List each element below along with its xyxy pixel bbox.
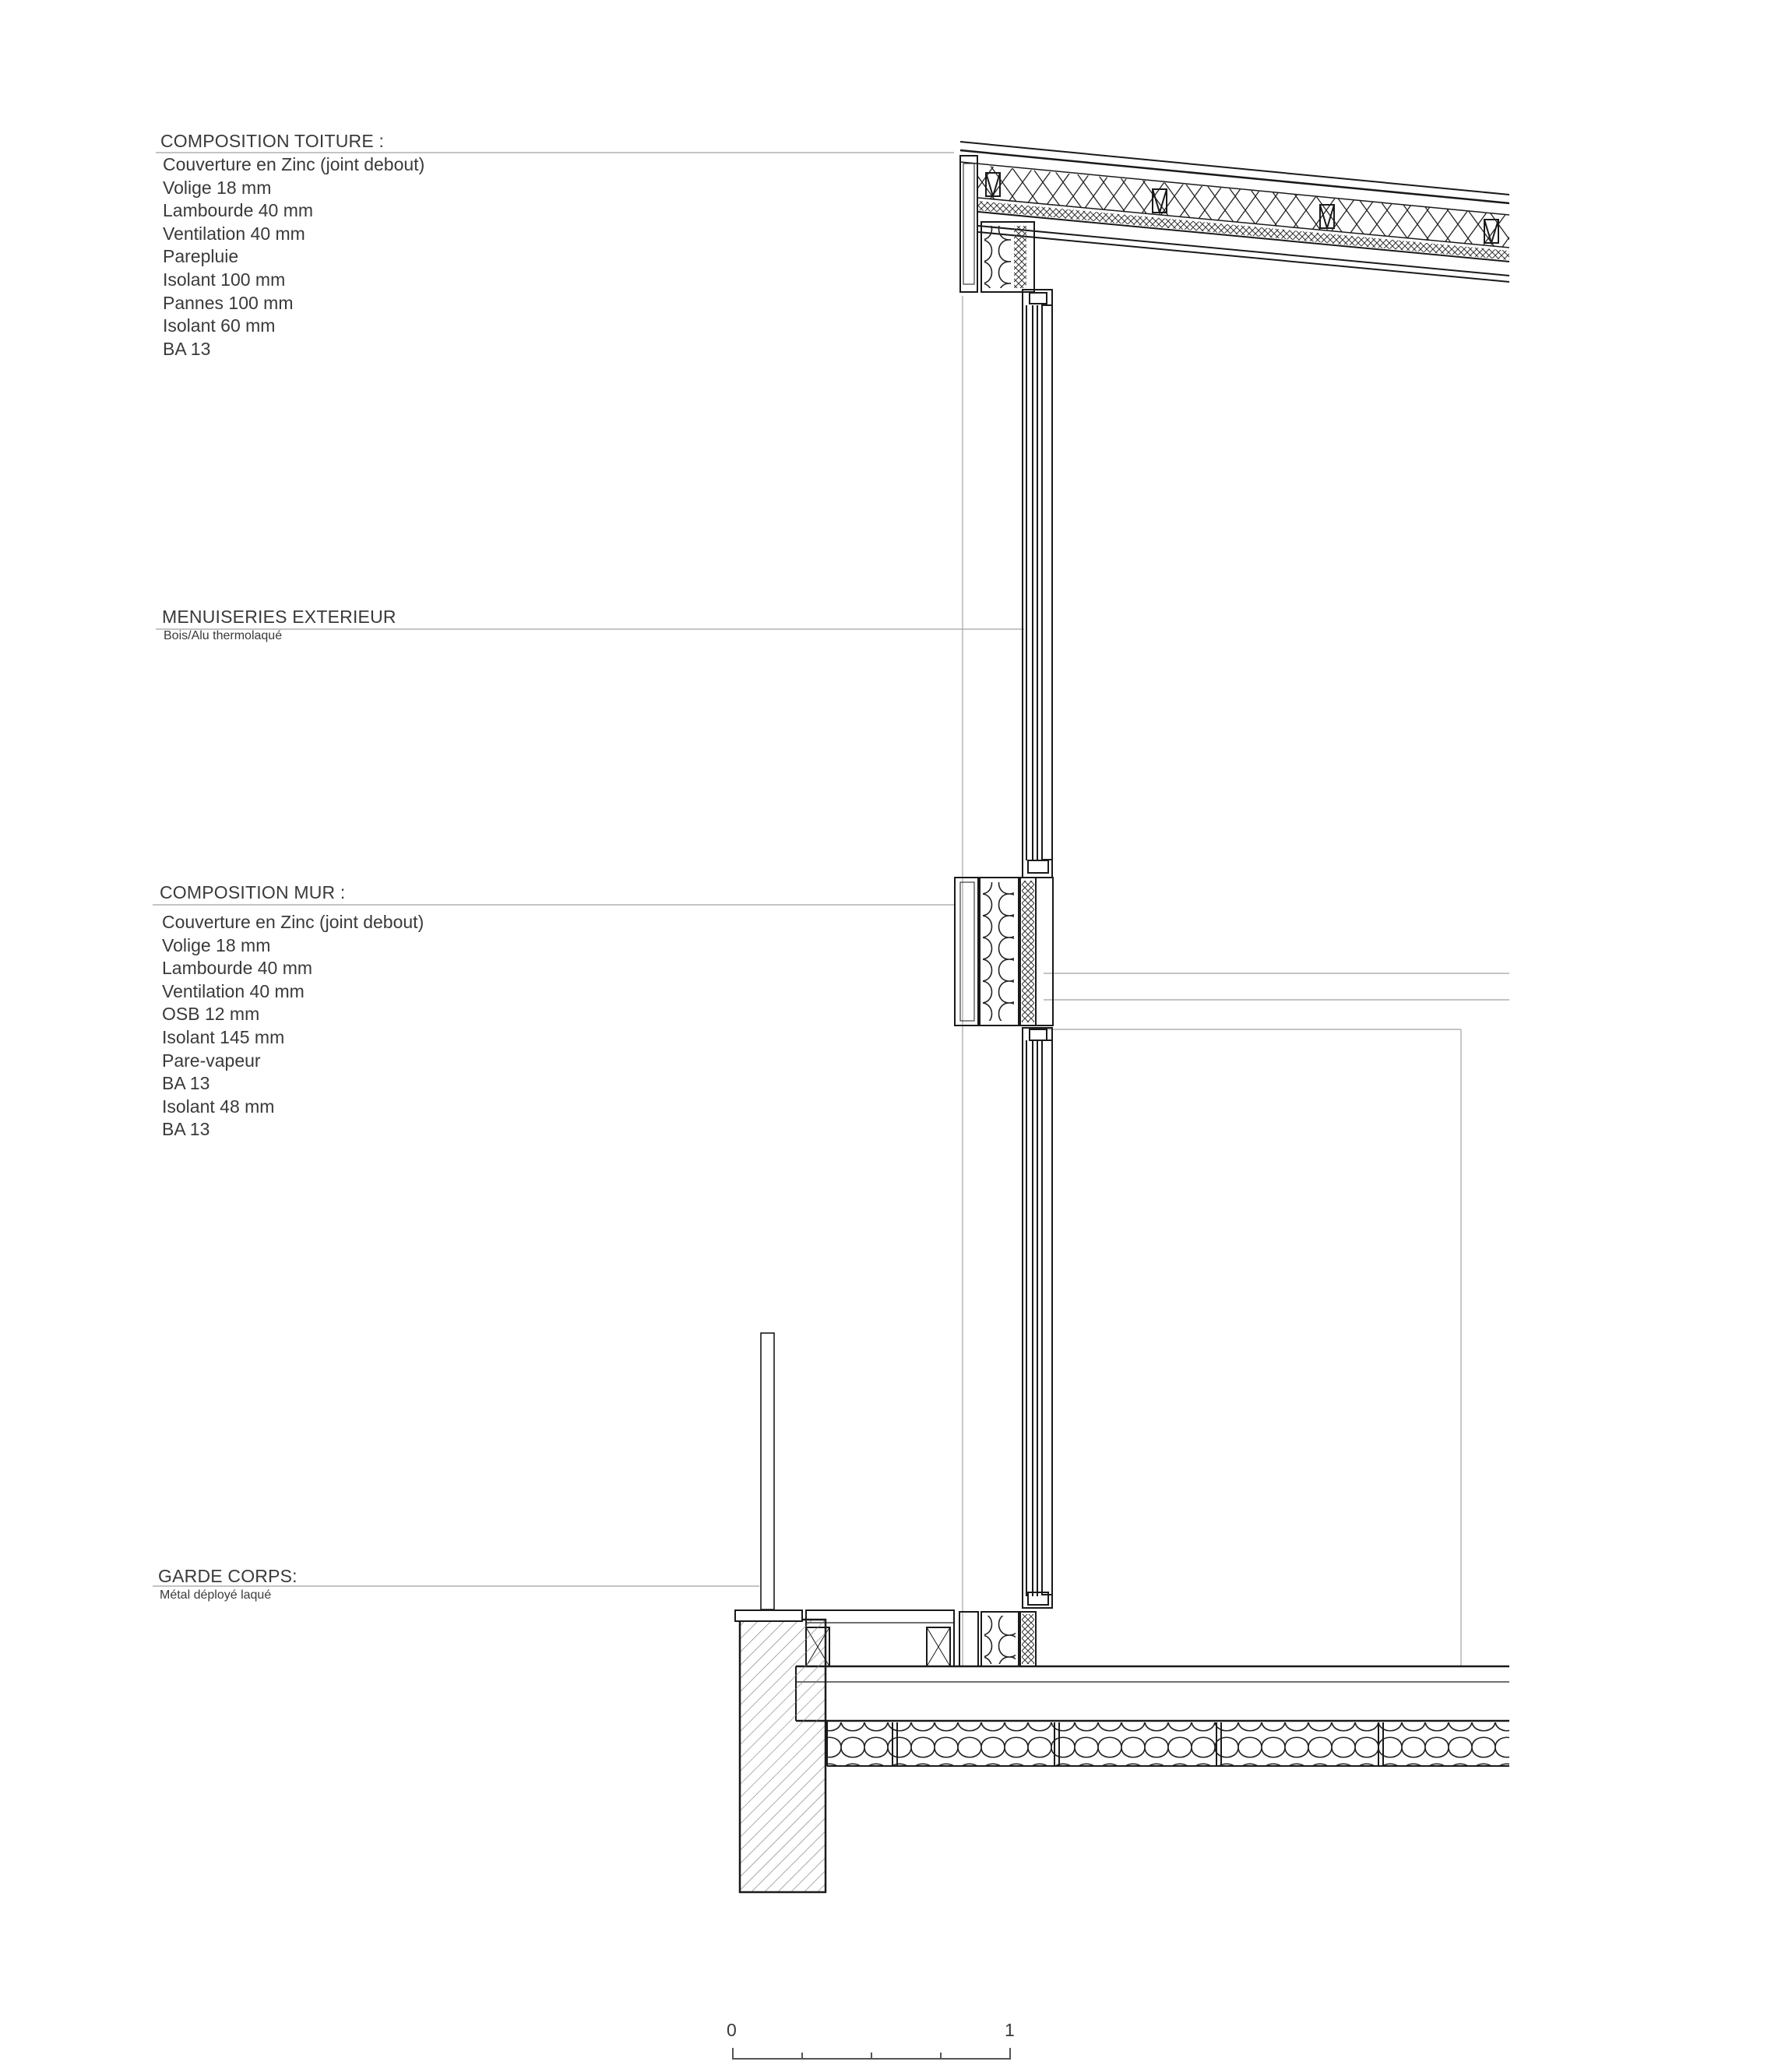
railing-title: GARDE CORPS: [158, 1566, 297, 1586]
roof-layer: Volige 18 mm [163, 177, 272, 198]
joinery-note [162, 606, 396, 645]
roof-layer: Lambourde 40 mm [163, 200, 314, 221]
wall-layer: Isolant 48 mm [162, 1096, 275, 1117]
joinery-title: MENUISERIES EXTERIEUR [162, 607, 396, 627]
wall-layer: BA 13 [162, 1073, 210, 1094]
wall-layer: Ventilation 40 mm [162, 980, 305, 1001]
wall-layer: Couverture en Zinc (joint debout) [162, 912, 424, 932]
roof-composition-title: COMPOSITION TOITURE : [160, 131, 385, 151]
joinery-material: Bois/Alu thermolaqué [164, 629, 283, 642]
wall-layer: OSB 12 mm [162, 1004, 260, 1025]
roof-layer: Isolant 100 mm [163, 269, 286, 290]
terrace-deck [806, 1610, 954, 1666]
roof-composition-note [160, 130, 424, 361]
roof-composition-list [160, 153, 424, 361]
railing-post [761, 1333, 774, 1609]
wall-layer: Isolant 145 mm [162, 1026, 285, 1047]
roof-layer: Pannes 100 mm [163, 292, 294, 313]
wall-layer: Lambourde 40 mm [162, 958, 313, 979]
wall-composition-note [160, 881, 424, 1142]
scale-label-end: 1 [1005, 2020, 1015, 2040]
roof-layer: Ventilation 40 mm [163, 223, 305, 244]
wall-panel [955, 878, 1053, 1025]
roof-layer: BA 13 [163, 338, 211, 359]
railing-note [158, 1565, 297, 1604]
roof-layer: Parepluie [163, 246, 239, 267]
wall-composition-title: COMPOSITION MUR : [160, 882, 346, 902]
wall-layer: BA 13 [162, 1119, 210, 1140]
upper-window [1023, 290, 1052, 878]
wall-layer: Pare-vapeur [162, 1050, 261, 1071]
floor-slab [796, 1666, 1509, 1766]
roof-layer: Couverture en Zinc (joint debout) [163, 154, 425, 174]
roof-section [960, 142, 1509, 292]
wall-base [959, 1612, 1036, 1666]
foundation-wall [735, 1610, 826, 1892]
railing-material: Métal déployé laqué [160, 1588, 272, 1602]
roof-layer: Isolant 60 mm [163, 315, 276, 336]
scale-bar [733, 2048, 1010, 2059]
lower-window [1023, 1028, 1052, 1608]
wall-layer: Volige 18 mm [162, 934, 271, 955]
scale-label-start: 0 [727, 2020, 737, 2040]
wall-composition-list [160, 911, 424, 1142]
